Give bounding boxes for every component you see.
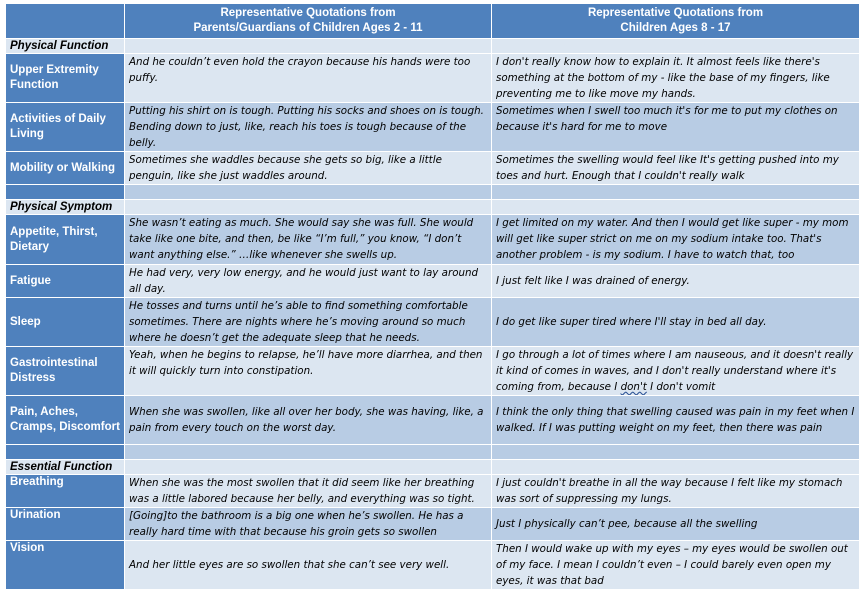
parent-quote: Sometimes she waddles because she gets so big, like a little penguin, like she just waddles around. — [125, 152, 491, 184]
header-parents — [125, 4, 491, 38]
section-row-physical-symptom — [6, 200, 859, 214]
section-title: Essential Function — [6, 460, 124, 474]
child-quote: I just felt like I was drained of energy. — [492, 265, 859, 297]
section-blank — [125, 460, 491, 474]
spacer-cell — [6, 185, 124, 199]
section-blank — [492, 39, 859, 53]
section-blank — [492, 200, 859, 214]
child-quote: Sometimes when I swell too much it's for me to put my clothes on because it's hard for me to move — [492, 103, 859, 151]
table-row — [6, 508, 859, 540]
section-blank — [125, 39, 491, 53]
child-quote-underlined: don't — [620, 381, 647, 393]
row-label: Activities of Daily Living — [6, 103, 124, 151]
row-label: Pain, Aches, Cramps, Discomfort — [6, 396, 124, 444]
header-blank — [6, 4, 124, 38]
row-label: Mobility or Walking — [6, 152, 124, 184]
header-children — [492, 4, 859, 38]
parent-quote: He tosses and turns until he’s able to find something comfortable sometimes. There are nights where he’s moving around so much where he doesn’t get the adequate sleep that he needs. — [125, 298, 491, 346]
parent-quote: She wasn’t eating as much. She would say she was full. She would take like one bite, and then, be like “I’m full,” you know, “I don’t want anything else.” …like whenever she swells up. — [125, 215, 491, 264]
parent-quote: He had very, very low energy, and he would just want to lay around all day. — [125, 265, 491, 297]
row-label: Gastrointestinal Distress — [6, 347, 124, 395]
section-blank — [492, 460, 859, 474]
child-quote — [492, 347, 859, 395]
parent-quote: When she was the most swollen that it did seem like her breathing was a little labored because her belly, and everything was so tight. — [125, 475, 491, 507]
parent-quote: And her little eyes are so swollen that she can’t see very well. — [125, 541, 491, 589]
parent-quote: And he couldn’t even hold the crayon because his hands were too puffy. — [125, 54, 491, 102]
row-label: Breathing — [6, 475, 124, 507]
table-row — [6, 152, 859, 184]
table-row — [6, 475, 859, 507]
table-row — [6, 215, 859, 264]
section-title: Physical Function — [6, 39, 124, 53]
parent-quote: Putting his shirt on is tough. Putting his socks and shoes on is tough. Bending down to just, like, reach his toes is tough because of the belly. — [125, 103, 491, 151]
table-row — [6, 298, 859, 346]
header-row — [6, 4, 859, 38]
parent-quote: Yeah, when he begins to relapse, he’ll have more diarrhea, and then it will quickly turn into constipation. — [125, 347, 491, 395]
section-row-essential-function — [6, 460, 859, 474]
row-label: Vision — [6, 541, 124, 589]
row-label: Fatigue — [6, 265, 124, 297]
parent-quote: When she was swollen, like all over her body, she was having, like, a pain from every touch on the worst day. — [125, 396, 491, 444]
row-label: Appetite, Thirst, Dietary — [6, 215, 124, 264]
row-label: Upper Extremity Function — [6, 54, 124, 102]
child-quote: I do get like super tired where I'll stay in bed all day. — [492, 298, 859, 346]
child-quote: I just couldn't breathe in all the way because I felt like my stomach was sort of suppressing my lungs. — [492, 475, 859, 507]
spacer-cell — [125, 185, 491, 199]
section-blank — [125, 200, 491, 214]
child-quote: I think the only thing that swelling caused was pain in my feet when I walked. If I was putting weight on my feet, then there was pain — [492, 396, 859, 444]
row-label: Sleep — [6, 298, 124, 346]
table-row — [6, 541, 859, 589]
child-quote-part: I go through a lot of times where I am nauseous, and it doesn't really it kind of comes in waves, and I don't really understand where it's coming from, because I — [496, 349, 854, 393]
child-quote: Then I would wake up with my eyes – my eyes would be swollen out of my face. I mean I couldn’t even – I could barely even open my eyes, it was that bad — [492, 541, 859, 589]
header-children-line2: Children Ages 8 - 17 — [620, 22, 731, 34]
table-row — [6, 265, 859, 297]
header-parents-line2: Parents/Guardians of Children Ages 2 - 11 — [193, 22, 423, 34]
table-row — [6, 347, 859, 395]
spacer-cell — [125, 445, 491, 459]
spacer-cell — [6, 445, 124, 459]
parent-quote: [Going]to the bathroom is a big one when he’s swollen. He has a really hard time with that because his groin gets so swollen — [125, 508, 491, 540]
table-row — [6, 396, 859, 444]
table-row — [6, 54, 859, 102]
spacer-cell — [492, 185, 859, 199]
table-row — [6, 103, 859, 151]
header-children-line1: Representative Quotations from — [587, 7, 764, 19]
section-row-physical-function — [6, 39, 859, 53]
spacer-cell — [492, 445, 859, 459]
child-quote: I don't really know how to explain it. It almost feels like there's something at the bottom of my - like the base of my fingers, like preventing me to like move my hands. — [492, 54, 859, 102]
child-quote-part: I don't vomit — [646, 381, 716, 393]
row-label: Urination — [6, 508, 124, 540]
child-quote: Just I physically can’t pee, because all the swelling — [492, 508, 859, 540]
spacer-row — [6, 445, 859, 459]
child-quote: I get limited on my water. And then I would get like super - my mom will get like super strict on me on my sodium intake too. That's another problem - is my sodium. I have to watch that, too — [492, 215, 859, 264]
quotations-table — [5, 3, 860, 590]
header-parents-line1: Representative Quotations from — [220, 7, 396, 19]
spacer-row — [6, 185, 859, 199]
section-title: Physical Symptom — [6, 200, 124, 214]
child-quote: Sometimes the swelling would feel like It's getting pushed into my toes and hurt. Enough that I couldn't really walk — [492, 152, 859, 184]
